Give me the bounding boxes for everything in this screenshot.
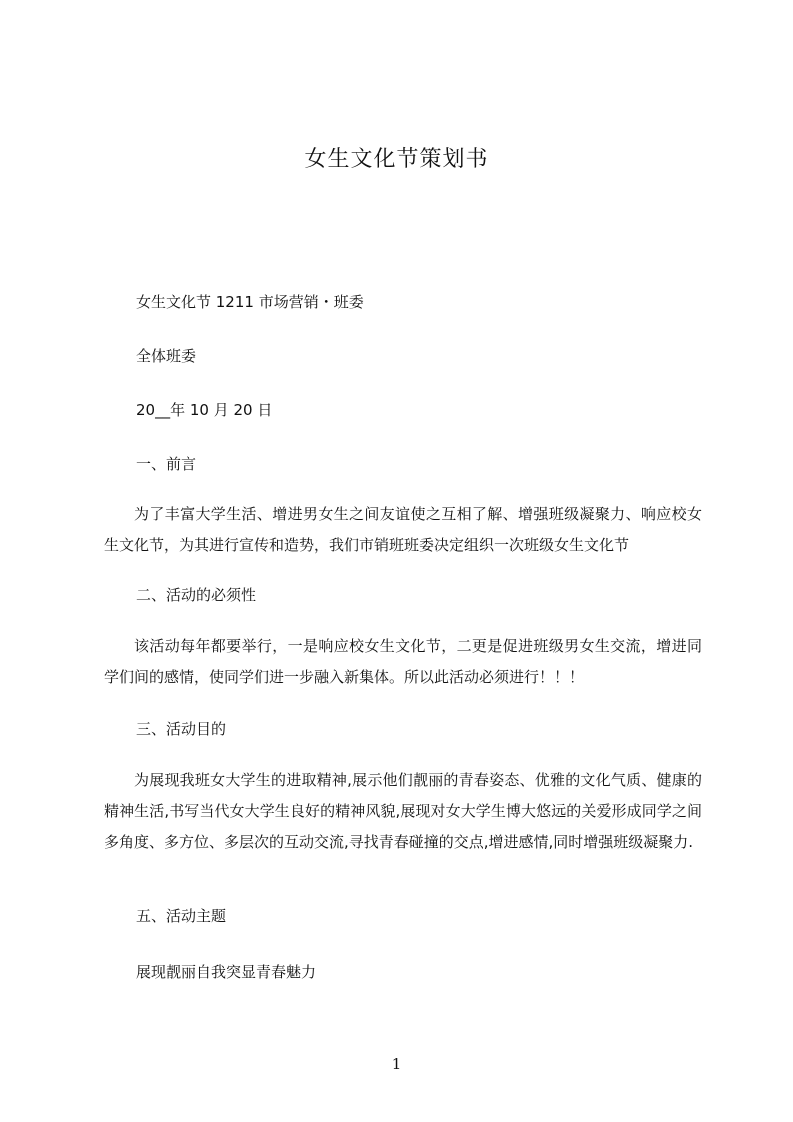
section-heading-theme: 五、活动主题: [136, 907, 227, 925]
meta-line: 女生文化节 1211 市场营销・班委: [136, 293, 364, 311]
section-body-theme: 展现靓丽自我突显青春魅力: [136, 963, 317, 981]
document-title: 女生文化节策划书: [304, 147, 489, 172]
section-body-preface: 为了丰富大学生活、增进男女生之间友谊使之互相了解、增强班级凝聚力、响应校女生文化节，为其进行宣传和造势，我们市销班班委决定组织一次班级女生文化节: [104, 505, 702, 554]
section-body-necessity: 该活动每年都要举行，一是响应校女生文化节，二更是促进班级男女生交流，增进同学们间的感情，使同学们进一步融入新集体。所以此活动必须进行！！！: [104, 637, 702, 686]
author-line: 全体班委: [136, 347, 197, 365]
page-number: 1: [391, 1055, 402, 1073]
section-heading-necessity: 二、活动的必须性: [136, 586, 257, 604]
section-heading-preface: 一、前言: [136, 455, 197, 473]
section-heading-purpose: 三、活动目的: [136, 720, 227, 738]
date-line: 20__年 10 月 20 日: [136, 401, 273, 419]
section-body-purpose: 为展现我班女大学生的进取精神,展示他们靓丽的青春姿态、优雅的文化气质、健康的精神生活,书写当代女大学生良好的精神风貌,展现对女大学生博大悠远的关爱形成同学之间多角度、多方位、多层次的互动交流,寻找青春碰撞的交点,增进感情,同时增强班级凝聚力.: [104, 771, 702, 851]
